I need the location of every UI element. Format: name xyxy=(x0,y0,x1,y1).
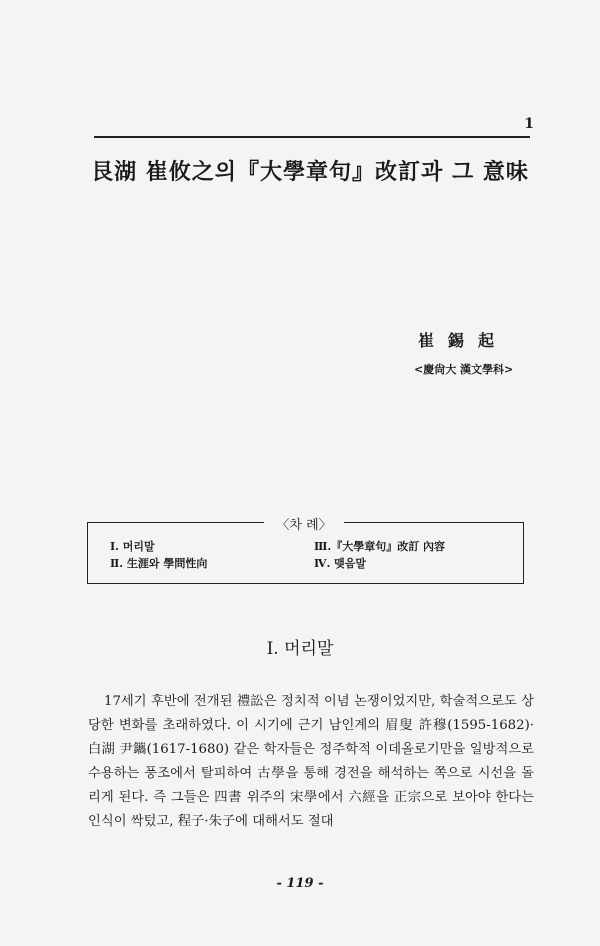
paragraph: 17세기 후반에 전개된 禮訟은 정치적 이념 논쟁이었지만, 학술적으로도 상당한 변화를 초래하였다. 이 시기에 근기 남인계의 眉叟 許穆(1595-1682)·白湖 尹鑴(1617-1680) 같은 학자들은 정주학적 이데올로기만을 일방적으로 수용하는 풍조에서 탈피하여 古學을 통해 경전을 해석하는 쪽으로 시선을 돌리게 된다. 즉 그들은 四書 위주의 宋學에서 六經을 正宗으로 보아야 한다는 인식이 싹텄고, 程子·朱子에 대해서도 절대 xyxy=(88,694,534,829)
section-heading: Ⅰ. 머리말 xyxy=(266,639,334,659)
header-rule xyxy=(94,136,530,138)
header-page-number: 1 xyxy=(524,116,534,132)
toc-item: Ⅱ. 生涯와 學問性向 xyxy=(110,557,208,570)
toc-item: Ⅳ. 맺음말 xyxy=(314,557,367,570)
toc-item: Ⅰ. 머리말 xyxy=(110,540,155,553)
footer-page-number: - 119 - xyxy=(276,876,324,891)
article-title: 艮湖 崔攸之의『大學章句』改訂과 그 意味 xyxy=(91,159,529,185)
body-text xyxy=(88,690,534,834)
toc-title: 〈차 례〉 xyxy=(264,514,344,533)
author-affiliation: <慶尙大 漢文學科> xyxy=(414,363,514,376)
toc-item: Ⅲ.『大學章句』改訂 內容 xyxy=(314,540,446,553)
author-name: 崔錫起 xyxy=(418,331,509,350)
